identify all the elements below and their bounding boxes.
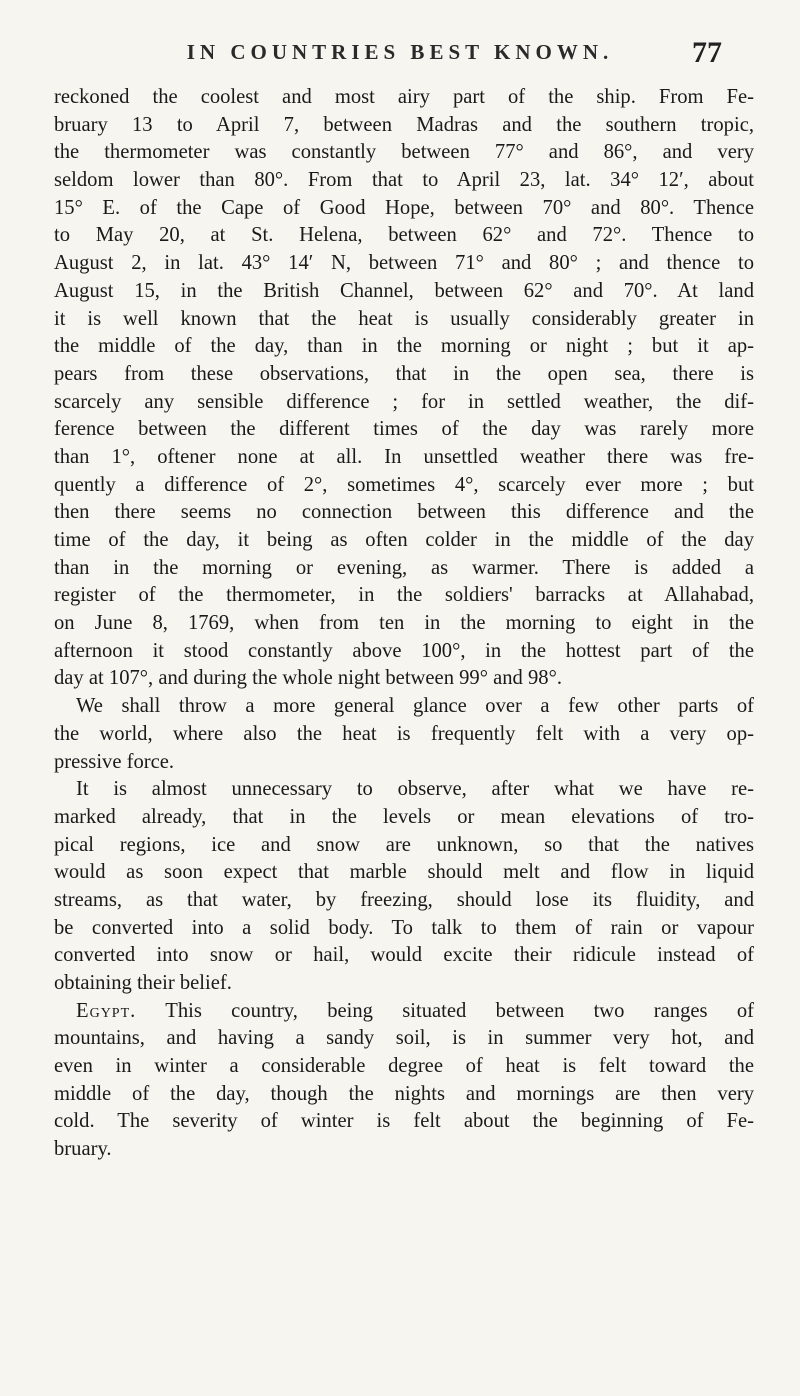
text-line	[54, 998, 754, 1026]
text-line: the thermometer was constantly between 77° and 86°, and very	[54, 141, 754, 164]
running-head	[60, 36, 740, 76]
text-line: to May 20, at St. Helena, between 62° and 72°. Thence to	[54, 224, 754, 247]
text-line: day at 107°, and during the whole night between 99° and 98°.	[54, 667, 562, 690]
text-line: afternoon it stood constantly above 100°, in the hottest part of the	[54, 639, 754, 662]
text-line: time of the day, it being as often colder in the middle of the day	[54, 529, 754, 551]
text-line: August 15, in the British Channel, between 62° and 70°. At land	[54, 279, 754, 302]
text-line: even in winter a considerable degree of heat is felt toward the	[54, 1055, 754, 1078]
text-line: middle of the day, though the nights and mornings are then very	[54, 1082, 754, 1105]
page-number: 77	[692, 36, 722, 69]
text-line: than 1°, oftener none at all. In unsettled weather there was fre-	[54, 445, 754, 468]
text-line: marked already, that in the levels or mean elevations of tro-	[54, 805, 754, 828]
text-line: August 2, in lat. 43° 14′ N, between 71° and 80° ; and thence to	[54, 252, 754, 275]
text-line: the world, where also the heat is frequently felt with a very op-	[54, 722, 754, 745]
text-line: It is almost unnecessary to observe, after what we have re-	[76, 778, 754, 801]
text-line: quently a difference of 2°, sometimes 4°, scarcely ever more ; but	[54, 473, 754, 496]
text-line: reckoned the coolest and most airy part of the ship. From Fe-	[54, 86, 754, 108]
text-line: seldom lower than 80°. From that to April 23, lat. 34° 12′, about	[54, 169, 754, 192]
text-line: then there seems no connection between this difference and the	[54, 501, 754, 524]
paragraph-thermometer-voyage	[54, 84, 754, 693]
text-line: 15° E. of the Cape of Good Hope, between 70° and 80°. Thence	[54, 196, 754, 219]
text-line: pressive force.	[54, 750, 175, 773]
text-line: scarcely any sensible difference ; for in settled weather, the dif-	[54, 390, 754, 413]
text-line: obtaining their belief.	[54, 972, 232, 994]
text-line: register of the thermometer, in the soldiers' barracks at Allahabad,	[54, 584, 754, 607]
section-lead-egypt: Egypt.	[76, 999, 137, 1022]
paragraph-tropical-regions	[54, 776, 754, 998]
text-line: bruary 13 to April 7, between Madras and the southern tropic,	[54, 113, 754, 136]
text-line: would as soon expect that marble should melt and flow in liquid	[54, 861, 754, 884]
text-line: be converted into a solid body. To talk to them of rain or vapour	[54, 916, 754, 939]
text-line: than in the morning or evening, as warmer. There is added a	[54, 556, 754, 579]
text-line: on June 8, 1769, when from ten in the morning to eight in the	[54, 612, 754, 635]
text-line: mountains, and having a sandy soil, is in summer very hot, and	[54, 1027, 754, 1050]
text-line: ference between the different times of the day was rarely more	[54, 418, 754, 441]
text-line: the middle of the day, than in the morning or night ; but it ap-	[54, 335, 754, 358]
text-line-rest: This country, being situated between two ranges of	[136, 999, 754, 1022]
body-text	[54, 84, 754, 1164]
text-line: We shall throw a more general glance over a few other parts of	[76, 695, 754, 718]
text-line: pical regions, ice and snow are unknown, so that the natives	[54, 833, 754, 856]
text-line: streams, as that water, by freezing, should lose its fluidity, and	[54, 888, 754, 911]
paragraph-general-glance	[54, 693, 754, 776]
text-line: it is well known that the heat is usually considerably greater in	[54, 307, 754, 330]
running-title: IN COUNTRIES BEST KNOWN.	[186, 40, 614, 64]
text-line: converted into snow or hail, would excite their ridicule instead of	[54, 944, 754, 967]
text-line: pears from these observations, that in the open sea, there is	[54, 362, 754, 385]
paragraph-egypt	[54, 998, 754, 1164]
text-line: cold. The severity of winter is felt about the beginning of Fe-	[54, 1110, 754, 1133]
text-line: bruary.	[54, 1138, 112, 1161]
